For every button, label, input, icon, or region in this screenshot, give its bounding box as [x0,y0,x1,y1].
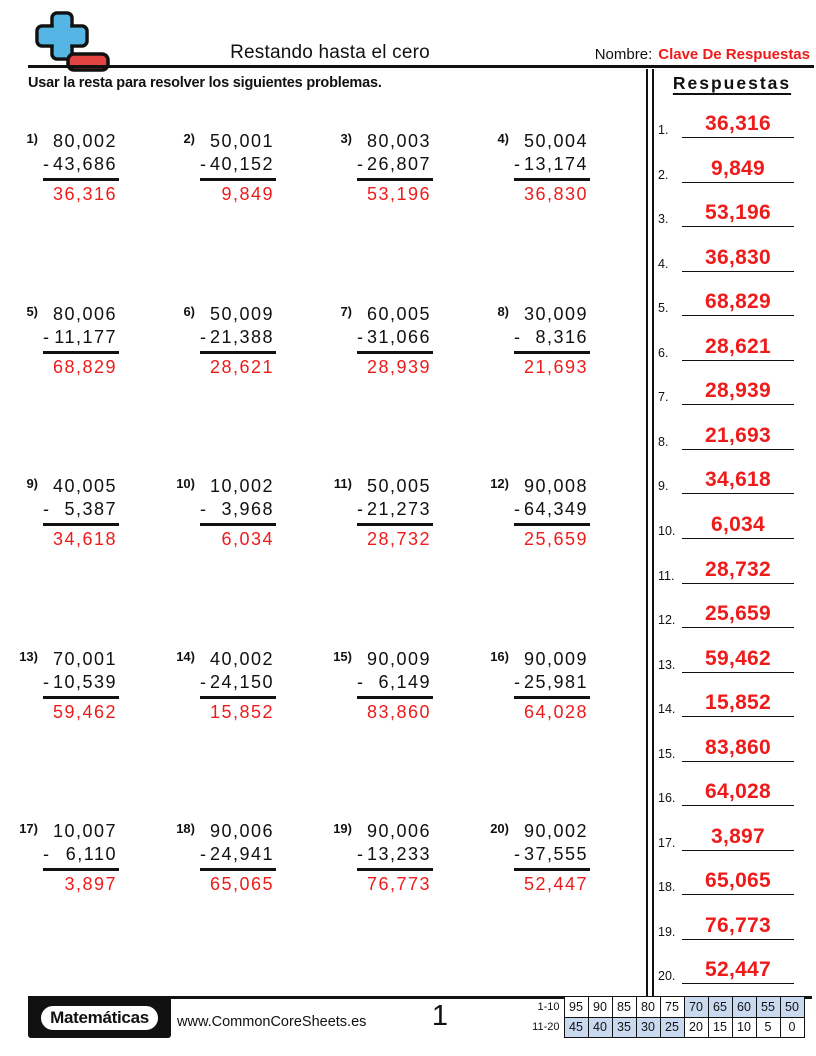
minuend: 30,009 [523,303,588,324]
subtrahend: 40,152 [209,154,274,174]
answer-item [656,450,816,495]
minus-sign: - [514,499,522,520]
problem-body [357,820,433,896]
problem-answer: 3,897 [64,874,117,895]
answers-column-divider [646,69,654,998]
problems-grid [19,128,652,991]
problem-answer: 21,693 [523,356,588,377]
grading-range-label: 1-10 [537,1000,560,1013]
answer-item [656,762,816,807]
answer-value: 6,034 [710,512,766,536]
answer-value: 28,939 [704,379,772,403]
answer-item [656,584,816,629]
minus-sign: - [200,326,208,347]
problem-number: 17) [19,821,38,837]
name-label: Nombre: [594,46,653,63]
answer-item [656,539,816,584]
minuend: 90,009 [366,648,431,669]
answer-number: 19. [658,924,676,939]
grading-score-cell: 45 [564,1017,588,1038]
subtrahend-row [43,843,119,871]
answer-item [656,94,816,139]
minus-sign: - [357,844,365,865]
problem-body [357,648,433,724]
problem-number: 6) [183,303,195,319]
problem-body [514,303,590,379]
subtrahend: 6,149 [378,671,431,692]
minuend: 90,006 [209,821,274,842]
subtrahend-row [357,843,433,871]
problem-answer: 9,849 [221,184,274,204]
answer-number: 1. [658,123,669,138]
answer-value: 65,065 [704,869,772,893]
subtrahend: 21,273 [366,499,431,520]
answer-number: 15. [658,746,676,761]
problem-body [43,820,119,896]
grading-score-cell: 50 [780,997,804,1018]
answer-number: 11. [658,568,675,583]
answer-value: 3,897 [710,824,766,848]
answer-item [656,183,816,228]
grading-score-cell: 0 [780,1017,804,1038]
answer-item [656,138,816,183]
answer-item [656,272,816,317]
subtrahend-row [43,671,119,699]
subtrahend: 3,968 [221,499,274,520]
problem-body [200,648,276,724]
subtraction-problem [181,301,338,474]
brand-logo [28,997,171,1038]
problem-body [200,820,276,896]
subtraction-problem [490,818,652,991]
answer-item [656,673,816,718]
subtrahend-row [200,326,276,354]
grading-score-cell: 85 [612,997,636,1018]
subtrahend: 25,981 [523,671,588,692]
minus-sign: - [200,844,208,865]
subtrahend-row [357,671,433,699]
subtrahend: 31,066 [366,326,431,347]
grading-row-1 [526,997,804,1018]
problem-number: 4) [497,131,509,146]
problem-number: 19) [333,821,352,837]
subtraction-problem [19,818,181,991]
problem-number: 12) [490,476,509,492]
problem-number: 2) [183,131,195,146]
answer-value: 64,028 [704,780,772,804]
subtraction-problem [495,128,652,301]
problem-number: 11) [333,476,352,492]
subtraction-problem [24,128,181,301]
subtrahend-row [43,498,119,526]
problem-answer: 53,196 [366,184,431,204]
minuend: 50,005 [366,476,431,497]
grading-score-cell: 25 [660,1017,684,1038]
header-divider [28,65,814,68]
minuend: 40,002 [209,648,274,669]
subtraction-problem [338,301,495,474]
minus-sign: - [357,499,365,520]
grading-score-cell: 30 [636,1017,660,1038]
minuend: 90,009 [523,648,588,669]
problem-body [514,130,590,206]
problem-body [43,303,119,379]
problem-body [357,130,433,206]
answer-number: 17. [658,835,676,850]
minus-sign: - [43,154,51,174]
answer-value: 83,860 [704,735,772,759]
answer-item [656,940,816,985]
subtrahend: 10,539 [52,671,117,692]
problem-number: 9) [26,476,38,492]
subtrahend: 8,316 [535,326,588,347]
answer-number: 16. [658,791,676,806]
problem-answer: 83,860 [366,701,431,722]
answer-item [656,851,816,896]
minuend: 10,007 [52,821,117,842]
problem-answer: 28,939 [366,356,431,377]
subtraction-problem [181,128,338,301]
answer-value: 59,462 [704,646,772,670]
answer-item [656,895,816,940]
answer-value: 28,732 [704,557,772,581]
problem-number: 15) [333,648,352,664]
subtraction-problem [490,646,652,819]
minus-sign: - [357,154,365,174]
answer-number: 20. [658,969,676,984]
brand-label: Matemáticas [39,1004,160,1032]
grading-score-cell: 35 [612,1017,636,1038]
answer-item [656,628,816,673]
problem-answer: 64,028 [523,701,588,722]
answer-value: 76,773 [704,913,772,937]
problem-answer: 65,065 [209,874,274,895]
answer-value: 15,852 [704,691,772,715]
answer-number: 12. [658,613,676,628]
answer-item [656,361,816,406]
answer-value: 36,830 [704,245,772,269]
grading-score-cell: 55 [756,997,780,1018]
minuend: 40,005 [52,476,117,497]
answer-item [656,806,816,851]
subtrahend-row [200,671,276,699]
minus-sign: - [43,844,51,865]
answer-number: 8. [658,434,669,449]
minus-sign: - [357,326,365,347]
grading-score-cell: 70 [684,997,708,1018]
subtraction-problem [176,646,338,819]
subtraction-problem [24,301,181,474]
subtraction-problem [333,818,495,991]
answer-number: 10. [658,523,676,538]
answer-number: 14. [658,702,676,717]
minus-sign: - [357,671,365,692]
problem-answer: 36,830 [523,184,588,204]
problem-body [514,648,590,724]
answer-item [656,227,816,272]
subtrahend-row [200,843,276,871]
subtraction-problem [495,301,652,474]
problem-answer: 34,618 [52,529,117,550]
problem-number: 8) [497,303,509,319]
minus-sign: - [200,154,208,174]
problem-number: 14) [176,648,195,664]
problem-number: 7) [340,303,352,319]
problem-body [200,303,276,379]
answers-list [656,94,816,985]
minuend: 10,002 [209,476,274,497]
subtraction-problem [176,473,338,646]
problem-answer: 52,447 [523,874,588,895]
grading-score-cell: 90 [588,997,612,1018]
answer-value: 25,659 [704,602,772,626]
minus-sign: - [43,671,51,692]
minuend: 50,009 [209,303,274,324]
subtrahend: 5,387 [64,499,117,520]
minuend: 70,001 [52,648,117,669]
problem-answer: 28,621 [209,356,274,377]
subtrahend-row [514,843,590,871]
minuend: 50,004 [523,131,588,151]
minuend: 50,001 [209,131,274,151]
answer-number: 18. [658,880,676,895]
problem-body [514,475,590,551]
grading-score-cell: 65 [708,997,732,1018]
problem-number: 16) [490,648,509,664]
answer-value: 53,196 [704,201,772,225]
subtrahend-row [357,498,433,526]
subtraction-problem [19,646,181,819]
problem-answer: 68,829 [52,356,117,377]
answer-item [656,717,816,762]
subtrahend: 13,233 [366,844,431,865]
grading-score-cell: 15 [708,1017,732,1038]
subtrahend: 13,174 [523,154,588,174]
answer-value: 9,849 [710,156,766,180]
website-url: www.CommonCoreSheets.es [177,1014,367,1030]
subtrahend: 21,388 [209,326,274,347]
minuend: 90,002 [523,821,588,842]
problem-answer: 15,852 [209,701,274,722]
answer-value: 28,621 [704,334,772,358]
grading-range-label: 11-20 [532,1021,560,1034]
problem-number: 5) [26,303,38,319]
grading-score-cell: 75 [660,997,684,1018]
answer-number: 3. [658,212,669,227]
problem-answer: 59,462 [52,701,117,722]
minus-sign: - [514,844,522,865]
answer-number: 9. [658,479,669,494]
subtrahend: 37,555 [523,844,588,865]
problem-answer: 6,034 [221,529,274,550]
subtrahend: 24,150 [209,671,274,692]
name-value: Clave De Respuestas [658,46,810,63]
subtraction-problem [490,473,652,646]
grading-score-cell: 40 [588,1017,612,1038]
answer-value: 52,447 [704,958,772,982]
problem-body [357,303,433,379]
subtraction-problem [176,818,338,991]
problem-number: 10) [176,476,195,492]
grading-score-cell: 60 [732,997,756,1018]
minuend: 80,003 [366,131,431,151]
page-title: Restando hasta el cero [230,42,430,63]
subtrahend-row [514,498,590,526]
problem-answer: 28,732 [366,529,431,550]
grading-row-2 [526,1017,804,1038]
answers-panel [656,69,816,998]
answer-number: 4. [658,256,669,271]
answer-number: 2. [658,167,669,182]
problem-answer: 76,773 [366,874,431,895]
subtrahend-row [200,498,276,526]
subtrahend-row [514,671,590,699]
minuend: 90,006 [366,821,431,842]
minus-sign: - [200,499,208,520]
problem-number: 1) [26,131,38,146]
subtrahend-row [43,153,119,181]
problem-number: 13) [19,648,38,664]
grading-score-cell: 80 [636,997,660,1018]
minuend: 60,005 [366,303,431,324]
subtrahend: 26,807 [366,154,431,174]
answer-number: 5. [658,301,669,316]
grading-score-cell: 95 [564,997,588,1018]
problem-number: 3) [340,131,352,146]
problem-body [43,648,119,724]
subtrahend-row [200,153,276,181]
problem-answer: 36,316 [52,184,117,204]
answer-value: 68,829 [704,290,772,314]
answer-number: 7. [658,390,669,405]
answer-item [656,405,816,450]
grading-score-cell: 5 [756,1017,780,1038]
subtrahend: 64,349 [523,499,588,520]
subtraction-problem [338,128,495,301]
grading-score-cell: 10 [732,1017,756,1038]
answer-value: 21,693 [704,423,772,447]
problem-number: 20) [490,821,509,837]
answer-item [656,494,816,539]
subtrahend-row [43,326,119,354]
problem-body [200,475,276,551]
problem-number: 18) [176,821,195,837]
name-row [595,46,810,63]
answer-number: 13. [658,657,676,672]
grading-score-cell: 20 [684,1017,708,1038]
minus-sign: - [43,499,51,520]
subtrahend-row [357,326,433,354]
subtrahend-row [514,326,590,354]
problem-body [43,130,119,206]
instructions-text: Usar la resta para resolver los siguientes problemas. [28,75,382,91]
minuend: 80,006 [52,303,117,324]
problem-answer: 25,659 [523,529,588,550]
grading-scale-table [526,996,805,1038]
answers-heading: Respuestas [672,73,792,93]
minus-sign: - [200,671,208,692]
subtrahend: 11,177 [54,326,117,347]
minus-sign: - [43,326,51,347]
answer-value: 34,618 [704,468,772,492]
subtrahend: 24,941 [209,844,274,865]
answer-number: 6. [658,345,669,360]
answer-item [656,316,816,361]
subtrahend-row [514,153,590,181]
problem-body [43,475,119,551]
subtrahend-row [357,153,433,181]
minus-sign: - [514,671,522,692]
minuend: 80,002 [52,131,117,151]
problem-body [357,475,433,551]
page-number: 1 [431,1000,449,1032]
minuend: 90,008 [523,476,588,497]
problem-body [514,820,590,896]
subtrahend: 6,110 [65,844,117,865]
subtraction-problem [333,646,495,819]
answer-value: 36,316 [704,112,772,136]
subtraction-problem [24,473,181,646]
subtraction-problem [333,473,495,646]
problem-body [200,130,276,206]
minus-sign: - [514,326,522,347]
minus-sign: - [514,154,522,174]
subtrahend: 43,686 [52,154,117,174]
answer-blank-line [682,983,794,984]
